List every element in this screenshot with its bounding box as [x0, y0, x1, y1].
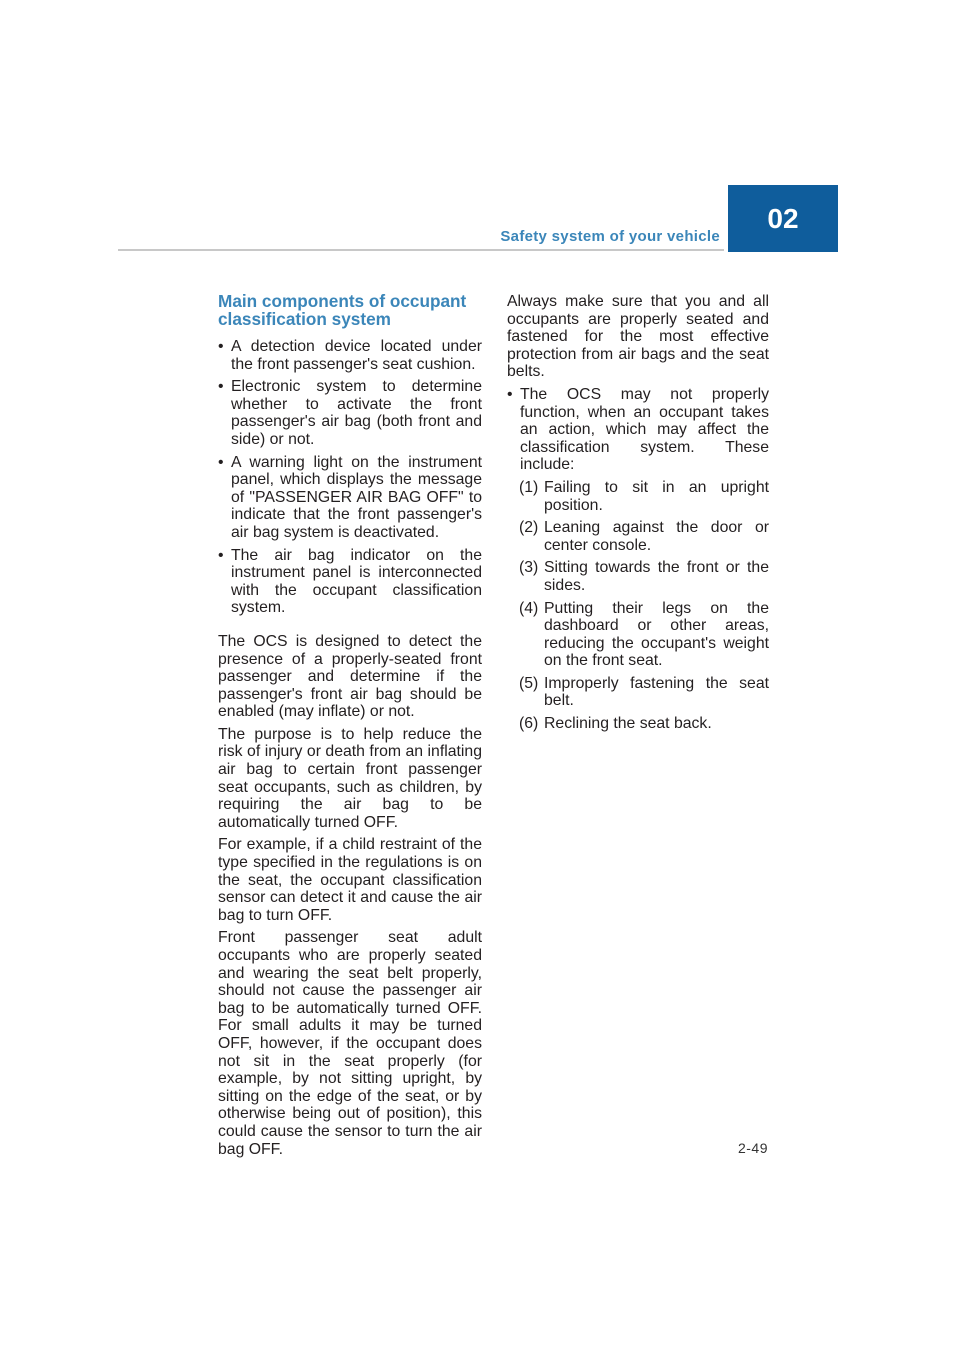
section-heading: Main components of occupant classification system — [218, 291, 467, 329]
numbered-item: (4) Putting their legs on the dashboard or other areas, reducing the occupant's weight on the front seat. — [519, 599, 769, 670]
bullet-item: • The OCS may not properly function, when an occupant takes an action, which may affect the classification system. These include: — [507, 385, 769, 474]
numbered-item: (2) Leaning against the door or center console. — [519, 519, 769, 554]
paragraph: The OCS is designed to detect the presence of a properly-seated front passenger and determine if the passenger's front air bag should be enabled (may inflate) or not. — [218, 632, 482, 721]
bullet-item: • A detection device located under the front passenger's seat cushion. — [218, 338, 482, 373]
paragraph: Always make sure that you and all occupants are properly seated and fastened for the most effective protection from air bags and the seat belts. — [507, 293, 769, 381]
numbered-item: (1) Failing to sit in an upright position. — [519, 478, 769, 514]
numbered-item: (5) Improperly fastening the seat belt. — [519, 674, 769, 710]
bullet-item: • Electronic system to determine whether to activate the front passenger's air bag (both front and side) or not. — [218, 378, 482, 448]
paragraph: The purpose is to help reduce the risk of injury or death from an inflating air bag to certain front passenger seat occupants, such as children, by requiring the air bag to be automatically turned OFF. — [218, 725, 482, 831]
right-column — [507, 293, 769, 738]
bullet-item: • A warning light on the instrument panel, which displays the message of "PASSENGER AIR BAG OFF" to indicate that the front passenger's air bag system is deactivated. — [218, 453, 482, 541]
left-column — [218, 293, 482, 1163]
paragraph: Front passenger seat adult occupants who are properly seated and wearing the seat belt properly, should not cause the passenger air bag to be automatically turned OFF. For small adults it may be turned OFF, however, if the occupant does not sit in the seat properly (for example, by not sitting upright, by sitting on the edge of the seat, or by otherwise being out of position), this could cause the sensor to turn the air bag OFF. — [218, 929, 482, 1158]
paragraph: For example, if a child restraint of the type specified in the regulations is on the seat, the occupant classification sensor can detect it and cause the air bag to turn OFF. — [218, 836, 482, 924]
header-rule — [118, 249, 724, 251]
numbered-item: (6) Reclining the seat back. — [519, 715, 712, 733]
chapter-tab: 02 — [728, 185, 838, 252]
bullet-item: • The air bag indicator on the instrument panel is interconnected with the occupant classification system. — [218, 546, 482, 617]
numbered-item: (3) Sitting towards the front or the sides. — [519, 559, 769, 594]
page-number: 2-49 — [737, 1140, 768, 1156]
running-header: Safety system of your vehicle — [500, 228, 720, 245]
